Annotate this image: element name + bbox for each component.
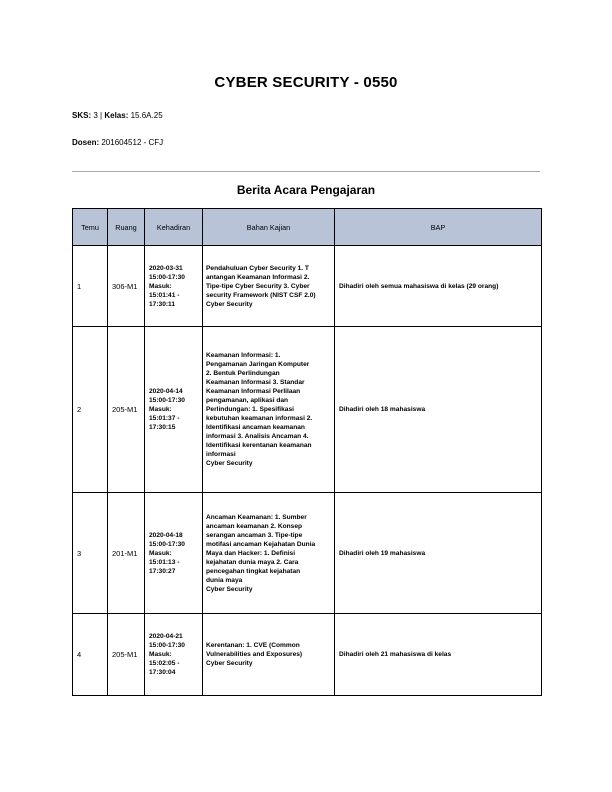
cell-ruang: 205-M1 [108,614,145,696]
dosen-label: Dosen: [72,138,100,147]
bahan-text: Kerentanan: 1. CVE (Common Vulnerabilities and Exposures) Cyber Security [206,642,303,667]
table-header-row [73,209,542,246]
cell-bahan-kajian [203,614,335,696]
bahan-text: Ancaman Keamanan: 1. Sumber ancaman keamanan 2. Konsep serangan ancaman 3. Tipe-tipe motifasi ancaman Kejahatan Dunia Maya dan Hacker: 1. Definisi kejahatan dunia maya 2. Cara pencegahan tingkat kejahatan dunia maya Cyber Security [206,513,316,593]
header-bap: BAP [335,209,542,246]
course-title: CYBER SECURITY - 0550 [214,74,398,91]
divider [72,171,540,172]
sks-value: 3 [93,111,98,120]
dosen-value: 201604512 - CFJ [101,138,164,147]
table-row [73,493,542,614]
cell-kehadiran [145,246,203,327]
header-temu: Temu [73,209,108,246]
section-title: Berita Acara Pengajaran [236,183,376,197]
cell-ruang: 205-M1 [108,327,145,493]
cell-temu: 1 [73,246,108,327]
bahan-text: Pendahuluan Cyber Security 1. T antangan Keamanan Informasi 2. Tipe-tipe Cyber Security 3. Cyber security Framework (NIST CSF 2.0) Cyber Security [206,264,316,308]
cell-kehadiran [145,614,203,696]
cell-bap: Dihadiri oleh 19 mahasiswa [335,493,542,614]
kehadiran-text: 2020-04-21 15:00-17:30 Masuk: 15:02:05 - 17:30:04 [149,633,185,676]
header-kehadiran: Kehadiran [145,209,203,246]
kelas-value: 15.6A.25 [130,111,163,120]
kehadiran-text: 2020-03-31 15:00-17:30 Masuk: 15:01:41 - 17:30:11 [149,264,185,308]
cell-ruang: 306-M1 [108,246,145,327]
cell-kehadiran [145,493,203,614]
lecturer-line [72,138,163,147]
table-row [73,614,542,696]
kehadiran-text: 2020-04-18 15:00-17:30 Masuk: 15:01:13 - 17:30:27 [149,531,185,575]
header-ruang: Ruang [108,209,145,246]
cell-bahan-kajian [203,327,335,493]
bap-table [72,208,542,696]
kelas-label: Kelas: [104,111,129,120]
cell-bap: Dihadiri oleh semua mahasiswa di kelas (29 orang) [335,246,542,327]
sks-label: SKS: [72,111,92,120]
cell-kehadiran [145,327,203,493]
cell-bap: Dihadiri oleh 21 mahasiswa di kelas [335,614,542,696]
course-meta-line [72,111,163,120]
cell-bahan-kajian [203,246,335,327]
meta-separator: | [100,111,103,120]
header-bahan-kajian: Bahan Kajian [203,209,335,246]
bahan-text: Keamanan Informasi: 1. Pengamanan Jaringan Komputer 2. Bentuk Perlindungan Keamanan Informasi 3. Standar Keamanan Informasi Perlilaan pengamanan, aplikasi dan Perlindungan: 1. Spesifikasi kebutuhan keamanan informasi 2. Identifikasi ancaman keamanan informasi 3. Analisis Ancaman 4. Identifikasi kerentanan keamanan informasi Cyber Security [206,352,313,467]
table-row [73,246,542,327]
cell-temu: 4 [73,614,108,696]
cell-ruang: 201-M1 [108,493,145,614]
cell-temu: 3 [73,493,108,614]
kehadiran-text: 2020-04-14 15:00-17:30 Masuk: 15:01:37 - 17:30:15 [149,388,185,431]
cell-bap: Dihadiri oleh 18 mahasiswa [335,327,542,493]
cell-bahan-kajian [203,493,335,614]
cell-temu: 2 [73,327,108,493]
table-row [73,327,542,493]
